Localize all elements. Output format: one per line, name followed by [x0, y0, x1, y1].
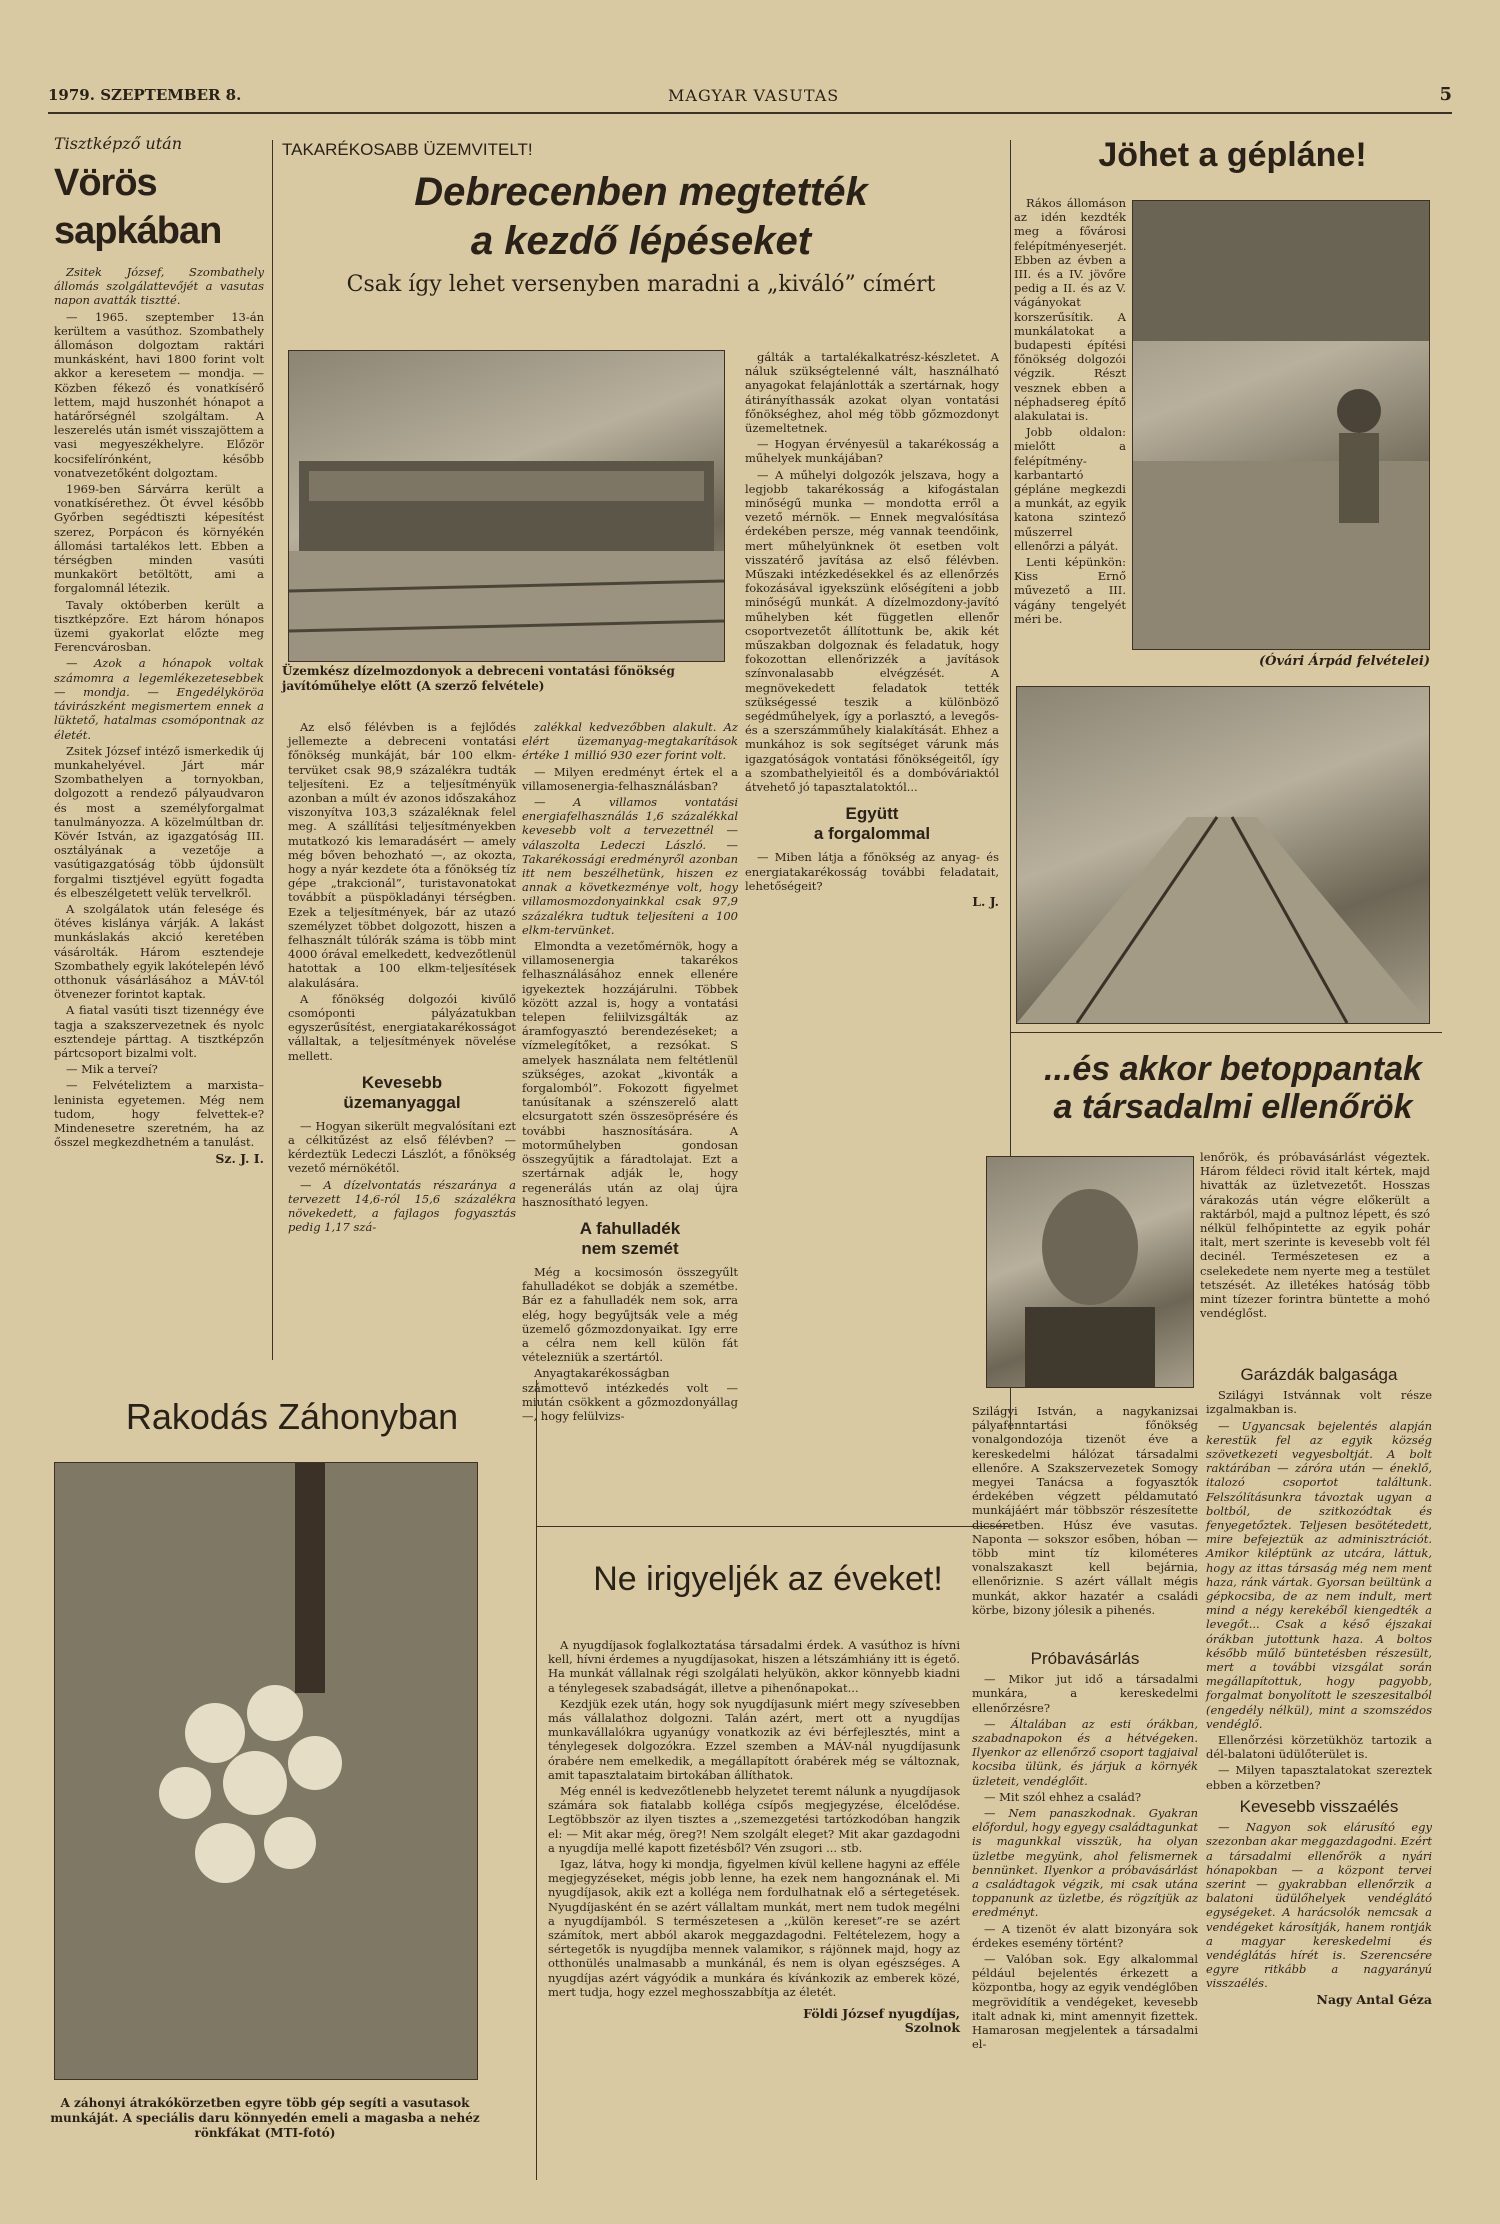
paragraph: — Azok a hónapok voltak számomra a legemlékezetesebbek — mondja. — Engedélyköröa távirászként megismertem ennek a lüktető, hatalmas csomópontnak az életét.	[54, 656, 264, 742]
subheading-garazdak: Garázdák balgasága	[1240, 1365, 1398, 1384]
paragraph: Ellenőrzési körzetükhöz tartozik a dél-balatoni üdülőterület is.	[1206, 1733, 1432, 1762]
rail-track-illustration	[1017, 687, 1429, 1023]
paragraph: Kezdjük ezek után, hogy sok nyugdíjasunk miért megy szívesebben más vállalathoz dolgozni. Talán azért, mert ott a nyugdíjas munkavállalókra ugyanúgy vonatkozik az évi bérfejlesztés, mint a ténylegesek dolgozókra. Ezzel szemben a MÁV-nál nyugdíjasunk órabére nem emelkedik, a megállapított órabérek még se változnak, amit tapasztalataim birtokában állíthatok.	[548, 1696, 960, 1782]
headline-line1: Debrecenben megtették	[414, 170, 868, 214]
paragraph: gálták a tartalékalkatrész-készletet. A náluk szükségtelenné vált, használható anyagokat felajánlották a szertárnak, hogy átirányíthassák azokat olyan vontatási főnökséghez, ahol még több gőzmozdonyt üzemeltetnek.	[745, 350, 999, 436]
paragraph: Tavaly októberben került a tisztképzőre. Ezt három hónapos üzemi gyakorlat előzte meg Ferencvárosban.	[54, 597, 264, 655]
signature-name: Földi József nyugdíjas,	[803, 2006, 960, 2022]
photo-caption: Üzemkész dízelmozdonyok a debreceni vontatási főnökség javítóműhelye előtt (A szerző felvétele)	[282, 664, 675, 693]
column-rule	[272, 140, 273, 1360]
paragraph: Zsitek József intéző ismerkedik új munkahelyével. Járt már Szombathelyen a tornyokban, dolgozott a rendező pályaudvaron és most a személyforgalmat tanulmányozza. A közelmúltban dr. Kövér István, az igazgatóság III. osztályának a vezetője a vasútigazgatóság több újdonsült forgalmi tisztjével együtt fogadta és elbeszélgetett velük tervelkről.	[54, 743, 264, 900]
article-signature: Sz. J. I.	[215, 1151, 264, 1167]
paragraph: zalékkal kedvezőbben alakult. Az elért üzemanyag-megtakarítások értéke 1 millió 930 ezer forint volt.	[522, 720, 738, 763]
article-headline: Vörös sapkában	[54, 162, 222, 252]
article-signature: Nagy Antal Géza	[1316, 1991, 1432, 2007]
paragraph: Anyagtakarékosságban számottevő intézkedés volt — miután csökkent a gőzmozdonyállag —, hogy felülvizs-	[522, 1366, 738, 1423]
center-column-b	[522, 720, 738, 1425]
track-worker-photo	[1132, 200, 1430, 650]
subheading-probavasarlas: Próbavásárlás	[1030, 1649, 1140, 1668]
paper-title: MAGYAR VASUTAS	[668, 86, 840, 105]
article-headline-geplane: Jöhet a gépláne!	[1098, 136, 1367, 174]
paragraph: — Általában az esti órákban, szabadnapokon és a hétvégeken. Ilyenkor az ellenőrző csoport tagjaival kocsiba ülünk, és járjuk a környék üzleteit, vendéglőit.	[972, 1716, 1198, 1788]
section-rule	[536, 1526, 1010, 1527]
photo-credit: (Óvári Árpád felvételei)	[1258, 654, 1430, 669]
paragraph: A szolgálatok után felesége és ötéves kislánya várják. A lakást munkáslakás akció keretében vásárolták. Három esztendeje Szombathely egyik lakótelepén lévő otthonuk vásárlásához a MÁV-tól ötvenezer forintot kaptak.	[54, 901, 264, 1002]
subheading-line: Együtt	[845, 804, 899, 824]
column-rule	[536, 1380, 537, 2180]
paragraph: — A villamos vontatási energiafelhasználás 1,6 százalékkal kevesebb volt a tervezettnél — válaszolta Ledeczi László. — Takarékossági eredményről azonban itt nem beszélhetünk, hiszen ez annak a következménye volt, hogy villamosmozdonyainkkal csak 97,9 százalékra tudtuk teljesíteni a 100 elkm-tervünket.	[522, 795, 738, 937]
headline-line1: ...és akkor betoppantak	[1044, 1050, 1422, 1088]
geplane-body	[1014, 196, 1126, 628]
article-subhead: Csak így lehet versenyben maradni a „kiváló” címért	[346, 272, 936, 297]
headline-line2: a kezdő lépéseket	[470, 219, 812, 263]
crane-log-illustration	[55, 1463, 477, 2079]
subheading-line: Kevesebb	[361, 1072, 443, 1092]
inspectors-column-right	[1206, 1364, 1432, 2007]
subheading-kevesebb-visszaeles: Kevesebb visszaélés	[1239, 1796, 1399, 1816]
paragraph: A főnökség dolgozói kivűlő csomóponti pályázatukban egyszerűsítést, energiatakarékosságot vállaltak, a teljesítmények növelése mellett.	[288, 991, 516, 1063]
paragraph: Szilágyi Istvánnak volt része izgalmakban is.	[1206, 1388, 1432, 1417]
article-voros-sapkaban	[54, 134, 264, 1166]
article-debrecen	[282, 140, 1000, 297]
section-rule	[1010, 1032, 1442, 1033]
center-column-a	[288, 720, 516, 1237]
paragraph: A nyugdíjasok foglalkoztatása társadalmi érdek. A vasúthoz is hívni kell, hívni érdemes a nyugdíjasokat, hiszen a létszámhiány itt is égető. Ha munkát vállalnak régi szolgálati helyükön, akkor könnyebb kiadni a ténylegesek szabadságát, illetve a pihenőnapokat...	[548, 1638, 960, 1695]
rail-track-photo	[1016, 686, 1430, 1024]
paragraph: — Nem panaszkodnak. Gyakran előfordul, hogy egyegy családtagunkat is magunkkal visszük, ha olyan üzletbe megyünk, ahol felismernek bennünket. Ilyenkor a próbavásárlást a családtagok végzik, mi csak utána toppanunk az üzletbe, és rögzítjük az eredményt.	[972, 1806, 1198, 1920]
paragraph: Jobb oldalon: mielőtt a felépítmény-karbantartó gépláne megkezdi a munkát, az egyik katona szintező műszerrel ellenőrzi a pályát.	[1014, 425, 1126, 553]
article-kicker: Tisztképző után	[54, 134, 182, 153]
masthead	[48, 84, 1452, 114]
article-kicker: TAKARÉKOSABB ÜZEMVITELT!	[282, 140, 533, 159]
paragraph: — A tizenöt év alatt bizonyára sok érdekes esemény történt?	[972, 1921, 1198, 1950]
paragraph: — A műhelyi dolgozók jelszava, hogy a legjobb takarékosság a kifogástalan minőségű munka — mondotta erről a vezető mérnök. — Ennek megvalósítása érdekében persze, még vannak teendőink, mert műhelyünknek öt esetben volt visszatérő javítása az első félévben. Műszaki intézkedésekkel és az ellenőrzés fokozásával igyekszünk előségíteni a jobb minőségű munkát. A dízelmozdony-javító műhelyben két független ellenőr csoportvezetőt állítottunk be, akik két műszakban dolgoznak és feladatuk, hogy fokozottan ellenőrizzék a javítások színvonalasabb elvégzését. A megnövekedett feladatok tették szükségessé teszik a különböző segédműhelyek, így a porlasztó, a levegős- és a szerszámműhely kialakítását. Ehhez a munkához is sok segítséget várunk más igazgatóságok vontatási főnökségeitől, így a szombathelyieitől és a dombóváriaktól átvehető jó tapasztalatoktól...	[745, 467, 999, 795]
paragraph: — Hogyan érvényesül a takarékosság a műhelyek munkájában?	[745, 437, 999, 466]
article-body	[54, 265, 264, 1149]
paragraph: — Valóban sok. Egy alkalommal például bejelentés érkezett a központba, hogy az egyik vendéglőben megrövidítik a vendégeket, kevesebb italt adnak ki, mint amennyit fizettek. Hamarosan megjelentek a társadalmi el-	[972, 1952, 1198, 2052]
portrait-photo	[986, 1156, 1194, 1388]
paragraph: — 1965. szeptember 13-án kerültem a vasúthoz. Szombathely állomáson dolgoztam raktári munkásként, havi 1800 forint volt akkor a keresetem — mondja. — Közben fékező és vonatkísérő lettem, majd huszonhét hónapot a határőrségnél szolgáltam. A leszerelés után ismét visszajöttem a vasi megyeszékhelyre. Előzör kocsifelírónként, később vonatvezetőként dolgoztam.	[54, 309, 264, 480]
subheading-line: nem szemét	[581, 1238, 679, 1258]
inspectors-column-left	[972, 1648, 1198, 2053]
letter-body	[548, 1638, 960, 2035]
letter-signature	[548, 2007, 960, 2035]
subheading-line: A fahulladék	[579, 1218, 681, 1238]
paragraph: 1969-ben Sárvárra került a vonatkísérethez. Öt évvel később Győrben segédtiszti képesítést szerez, Porpácon és környékén állomási tartalékos lett. Ebben a térségben minden vasúti munkakört betöltött, ami a forgalomnál létezik.	[54, 482, 264, 596]
paragraph: — Mit szól ehhez a család?	[984, 1789, 1142, 1804]
letter-headline: Ne irigyeljék az éveket!	[593, 1560, 943, 1598]
subheading-egyutt-a-forgalommal	[745, 804, 999, 844]
portrait-illustration	[987, 1157, 1193, 1387]
inspectors-continuation: lenőrök, és próbavásárlást végeztek. Három féldeci rövid italt kértek, majd hivatták az üzletvezetőt. Hosszas várakozás után végre előkerült a raktárból, majd a pultnoz lépett, és szó nélkül felhőpintette az egyik pohár italt, mert szerinte is kevesebb volt fél decinél. Természetesen ez a cselekedete nem nyerte meg a testület tetszését. Az illetékes hatóság több mint tízezer forintra büntette a mohó vendéglőst.	[1200, 1150, 1430, 1321]
article-signature: L. J.	[972, 893, 999, 909]
paragraph: — Felvételiztem a marxista–leninista egyetemen. Még nem tudom, hogy felvettek-e? Mindenesetre szeretném, ha az ősszel megkezdhetném a tanulást.	[54, 1078, 264, 1150]
issue-date: 1979. SZEPTEMBER 8.	[48, 86, 242, 104]
paragraph: — Mik a terveí?	[66, 1062, 158, 1077]
paragraph: Még ennél is kedvezőtlenebb helyzetet teremt nálunk a nyugdíjasok számára sok fiatalabb kolléga csípős megjegyzése, élcelődése. Legtöbbször az ilyen tisztes a ,,szemezgetési tartózkodóban hangzik el: — Mit akar még, öreg?! Nem szolgált eleget? Mit akar gazdagodni a nyugdíja mellé kapott fizetésből? Vén zsugori ... stb.	[548, 1784, 960, 1855]
paragraph: — Hogyan sikerült megvalósítani ezt a célkitűzést az első félévben? — kérdeztük Ledeczi Lászlót, a főnökség vezető mérnökétől.	[288, 1118, 516, 1176]
paragraph: Lenti képünkön: Kiss Ernő művezető a III. vágány tengelyét méri be.	[1014, 555, 1126, 626]
inspectors-headline	[1018, 1050, 1448, 1126]
paragraph: — Milyen eredményt értek el a villamosenergia-felhasználásban?	[522, 764, 738, 793]
subheading-kevesebb-uzemanyag	[288, 1073, 516, 1113]
paragraph: Még a kocsimosón összegyűlt fahulladékot se dobják a szemétbe. Bár ez a fahulladék nem sok, arra elég, hogy begyűjtsák vele a még üzemelő gőzmozdonyaikat. Igy erre a célra nem kell külön fát vételezniük a szertártól.	[522, 1264, 738, 1365]
paragraph: Elmondta a vezetőmérnök, hogy a villamosenergia takarékos felhasználásához ennek ellenére igyekeztek hozzájárulni. Többek között azzal is, hogy a vontatási telepen feliilvizsgálták az áramfogyasztó berendezéseket; a vízmelegítőket, a rezsókat. S amelyek használata nem feltétlenül szükséges, azokat „kivonták a forgalomból”. Fokozott figyelmet tanúsítanak a szénszerelő alatt elcsurgatott szén összesöprésére és további hasznosítására. A motorműhelyben gondosan összegyűjtik a fáradtolajat. Ezt a szertárnak adják le, hogy regenerálás után az olaj újra hasznosítható legyen.	[522, 939, 738, 1209]
paragraph: Igaz, látva, hogy ki mondja, figyelmen kívül kellene hagyni az efféle megjegyzéseket, mégis jobb lenne, ha ezek nem hangoznának el. Mi nyugdíjasok, akik ezt a kolléga nem fordulhatnak elő a sértegetések. Nyugdíjasként én se azért vállaltam munkát, mert nem tudok megélni a nyugdíjamból. S természetesen a ,,külön kereset”-re se azért számítok, mert abból akarok meggazdagodni. Feltételezem, hogy a sértegetők is nyugdíjba mennek valamikor, s rájönnek majd, hogy az otthonülés unalmasabb a munkánál, és nem is olyan egészséges. A nyugdíjas azért vágyódik a munkára és kívánkozik az emberek közé, mert tudja, hogy ezzel meghosszabbítja az életét.	[548, 1857, 960, 1999]
center-column-c	[745, 350, 999, 909]
paragraph: — Mikor jut idő a társadalmi munkára, a kereskedelmi ellenőrzésre?	[972, 1672, 1198, 1715]
subheading-line: üzemanyaggal	[343, 1092, 461, 1112]
locomotive-illustration	[289, 351, 724, 661]
signature-place: Szolnok	[904, 2020, 960, 2036]
paragraph: — Miben látja a főnökség az anyag- és energiatakarékosság további feladatait, lehetőségeit?	[745, 850, 999, 893]
paragraph: Zsitek József, Szombathely állomás szolgálattevőjét a vasutas napon avatták tisztté.	[54, 265, 264, 308]
paragraph: — Nagyon sok elárusító egy szezonban akar meggazdagodni. Ezért a társadalmi ellenőrök a nyári hónapokban — a központ tervei szerint — gyakrabban ellenőrzik a balatoni üdülőhelyek vendéglátó egységeket. A harácsolók nemcsak a vendégeket károsítják, hanem rontják a magyar kereskedelmi és vendéglátás hírét is. Szerencsére egyre ritkább a nagyarányú visszaélés.	[1206, 1820, 1432, 1991]
paragraph: Az első félévben is a fejlődés jellemezte a debreceni vontatási főnökség munkáját, bár 100 elkm-tervüket csak 98,9 százalékra tudták teljesíteni. Ez a teljesítményük azonban a múlt év azonos időszakához viszonyítva 103,3 százaléknak felel meg. A szállítási teljesítményekben mutatkozó kis lemaradásért — amely még bőven behozható —, az okozta, hogy a nyár kezdete óta a főnökség tíz gépe „trakcionál”, turistavonatokat továbbít a püspökladányi térségben. Ezek a teljesítmények, bár az utazó személyzet többet dolgozott, hiszen a felhasznált túlórák száma is több mint 4000 órával emelkedett, kedvezőtlenül hatottak a 100 elkm-teljesítések alakulására.	[288, 720, 516, 990]
paragraph: — Ugyancsak bejelentés alapján kerestük fel az egyik község szövetkezeti vegyesboltját. A bolt raktárában — záróra után — éneklő, italozó csoportot találtunk. Felszólításunkra távoztak ugyan a boltból, de szitkozódtak és fenyegetőztek. Teljesen besötétedett, mire befejeztük az adminisztrációt. Amikor kiléptünk az utcára, láttuk, hogy az ittas társaság még nem ment haza, ránk vártak. Gyorsan beültünk a gépkocsiba, de az nem indult, mert mind a négy kerekéből kiengedték a levegőt... Csak a késő éjszakai órákban jutottunk haza. A boltos később műlő büntetésben részesült, mert a további vizsgálat során megállapítottuk, hogy pagyobb, forgalmat bonyolított le szeszesitalból (engedély nélkül), mint a szomszédos vendéglő.	[1206, 1418, 1432, 1731]
photo-story-headline: Rakodás Záhonyban	[125, 1396, 459, 1437]
paragraph: — A dízelvontatás részaránya a tervezett 14,6-ról 15,6 százalékra növekedett, a fajlagos fogyasztás pedig 1,17 szá-	[288, 1177, 516, 1235]
locomotive-photo	[288, 350, 725, 662]
paragraph: A fiatal vasúti tiszt tizennégy éve tagja a szakszervezetnek és nyolc esztendeje párttag. A tisztképzőn pártcsoport bizalmi volt.	[54, 1003, 264, 1060]
subheading-fahulladek	[522, 1219, 738, 1259]
crane-photo	[54, 1462, 478, 2080]
page-number: 5	[1439, 84, 1452, 105]
track-worker-illustration	[1133, 201, 1429, 649]
portrait-caption: Szilágyi István, a nagykanizsai pályafenntartási főnökség vonalgondozója tizenöt éve a kereskedelmi hálózat társadalmi ellenőre. A Szakszervezetek Somogy megyei Tanácsa a fogyasztók érdekében végzett példamutató munkájáért már többször részesítette dicséretben. Húsz éve vasutas. Naponta — sokszor esőben, hóban — több mint tíz kilométeres vonalszakaszt kell bejárnia, ellenőriznie. S azért vállalt mégis munkát, akkor hazatér a családi körbe, bizony jólesik a pihenés.	[972, 1404, 1198, 1617]
subheading-line: a forgalommal	[813, 824, 931, 844]
photo-caption: A záhonyi átrakókörzetben egyre több gép segíti a vasutasok munkáját. A speciális daru könnyedén emeli a magasba a nehéz rönkfákat (MTI-fotó)	[50, 2096, 480, 2140]
paragraph: Rákos állomáson az idén kezdték meg a fővárosi felépítményeserjét. Ebben az évben a III. és a IV. jövőre pedig a II. és az V. vágányokat korszerűsítik. A munkálatokat a budapesti építési főnökség dolgozói végzik. Részt vesznek ebben a néphadsereg építő alakulatai is.	[1014, 196, 1127, 424]
headline-line2: a társadalmi ellenőrök	[1053, 1088, 1413, 1126]
paragraph: — Milyen tapasztalatokat szereztek ebben a körzetben?	[1206, 1763, 1432, 1792]
